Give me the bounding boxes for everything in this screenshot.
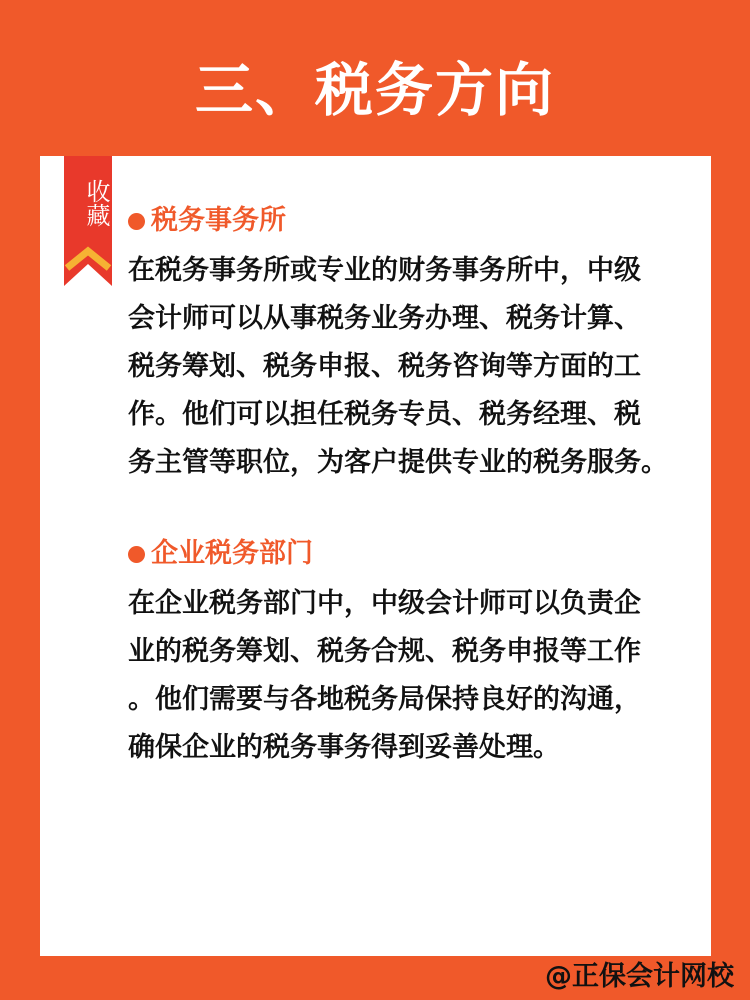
body-line: 作。他们可以担任税务专员、税务经理、税 — [128, 399, 641, 430]
body-line: 在企业税务部门中，中级会计师可以负责企 — [128, 588, 641, 619]
page-title: 三、税务方向 — [194, 56, 555, 124]
section-body — [128, 247, 712, 487]
section-body — [128, 580, 712, 772]
body-line: 在税务事务所或专业的财务事务所中，中级 — [128, 255, 641, 286]
body-line: 。他们需要与各地税务局保持良好的沟通， — [128, 684, 641, 715]
bullet-dot-icon — [128, 213, 145, 230]
body-line: 税务筹划、税务申报、税务咨询等方面的工 — [128, 351, 641, 382]
body-line: 会计师可以从事税务业务办理、税务计算、 — [128, 303, 641, 334]
section-heading — [128, 201, 712, 241]
section-corporate-tax-dept — [128, 534, 712, 772]
bookmark-ribbon[interactable] — [64, 156, 112, 286]
section-tax-firm — [128, 201, 712, 487]
bullet-dot-icon — [128, 546, 145, 563]
body-line: 确保企业的税务事务得到妥善处理。 — [128, 732, 560, 763]
body-line: 务主管等职位，为客户提供专业的税务服务。 — [128, 447, 668, 478]
section-title: 企业税务部门 — [151, 538, 313, 569]
body-line: 业的税务筹划、税务合规、税务申报等工作 — [128, 636, 641, 667]
bookmark-label: 收藏 — [82, 179, 110, 227]
section-heading — [128, 534, 712, 574]
section-title: 税务事务所 — [151, 205, 286, 236]
footer-watermark: @正保会计网校 — [545, 961, 734, 992]
